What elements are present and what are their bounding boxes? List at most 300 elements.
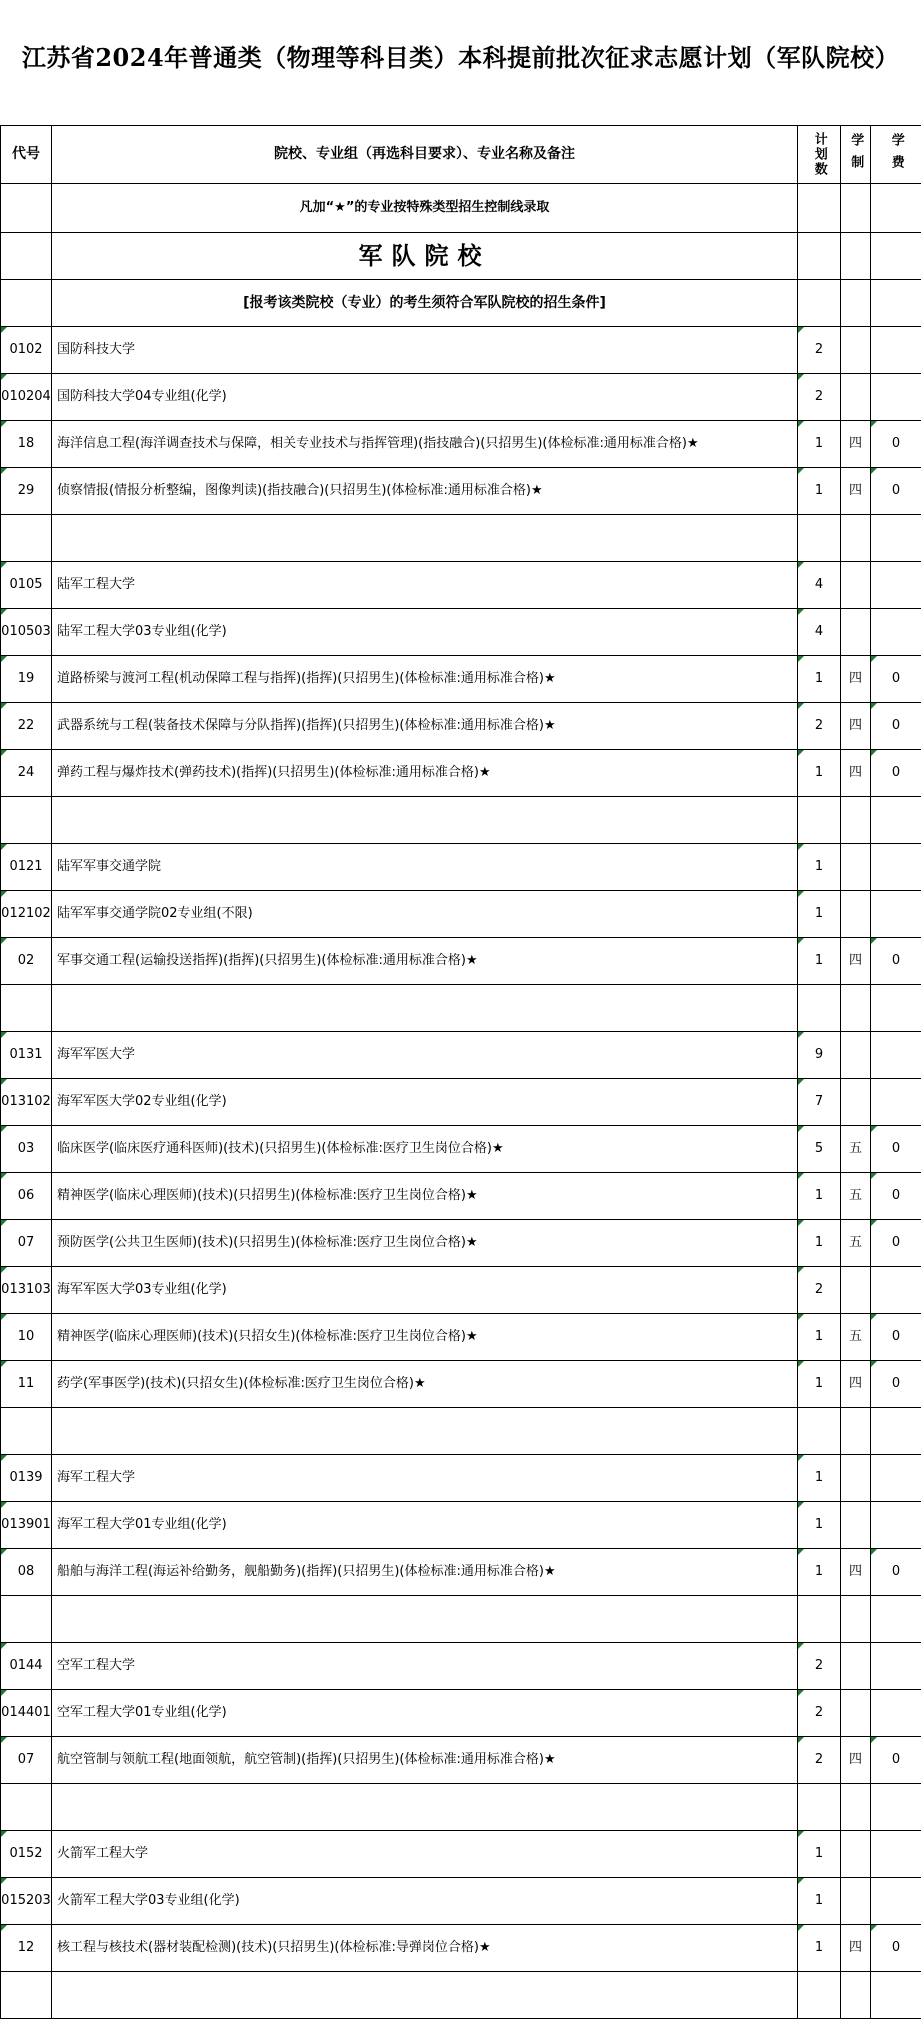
number-as-text-flag-icon <box>798 844 804 850</box>
number-as-text-flag-icon <box>1 1173 7 1179</box>
section-title: 军队院校 <box>52 233 798 280</box>
number-as-text-flag-icon <box>798 1314 804 1320</box>
tuition-cell: 0 <box>871 1925 921 1972</box>
code-cell: 0121 <box>1 844 52 891</box>
plan-count-cell: 2 <box>798 374 841 421</box>
number-as-text-flag-icon <box>798 1032 804 1038</box>
table-row <box>1 985 921 1032</box>
empty-plan-cell <box>798 280 841 327</box>
header-plan <box>798 126 841 184</box>
major-cell: 武器系统与工程(装备技术保障与分队指挥)(指挥)(只招男生)(体检标准:通用标准合格)★ <box>52 703 798 750</box>
study-years-cell: 四 <box>841 703 871 750</box>
plan-count-cell <box>798 1972 841 2019</box>
code-cell: 07 <box>1 1737 52 1784</box>
header-major: 院校、专业组（再选科目要求）、专业名称及备注 <box>52 126 798 184</box>
number-as-text-flag-icon <box>798 374 804 380</box>
tuition-cell <box>871 1455 921 1502</box>
plan-count-cell: 4 <box>798 562 841 609</box>
number-as-text-flag-icon <box>798 938 804 944</box>
number-as-text-flag-icon <box>798 1361 804 1367</box>
tuition-cell <box>871 844 921 891</box>
code-cell: 0139 <box>1 1455 52 1502</box>
major-cell <box>52 797 798 844</box>
tuition-cell <box>871 1596 921 1643</box>
number-as-text-flag-icon <box>1 750 7 756</box>
major-cell: 陆军军事交通学院02专业组(不限) <box>52 891 798 938</box>
number-as-text-flag-icon <box>798 1502 804 1508</box>
tuition-cell <box>871 1784 921 1831</box>
plan-count-cell: 1 <box>798 1455 841 1502</box>
table-row <box>1 1596 921 1643</box>
tuition-cell <box>871 1690 921 1737</box>
plan-count-cell: 1 <box>798 1173 841 1220</box>
number-as-text-flag-icon <box>798 703 804 709</box>
tuition-cell: 0 <box>871 1126 921 1173</box>
major-cell: 国防科技大学 <box>52 327 798 374</box>
table-row <box>1 1831 921 1878</box>
number-as-text-flag-icon <box>871 1220 877 1226</box>
number-as-text-flag-icon <box>1 421 7 427</box>
plan-count-cell: 5 <box>798 1126 841 1173</box>
number-as-text-flag-icon <box>798 1831 804 1837</box>
tuition-cell: 0 <box>871 1173 921 1220</box>
major-cell <box>52 1408 798 1455</box>
study-years-cell <box>841 1831 871 1878</box>
study-years-cell: 四 <box>841 1549 871 1596</box>
number-as-text-flag-icon <box>798 1455 804 1461</box>
study-years-cell <box>841 1267 871 1314</box>
code-cell: 03 <box>1 1126 52 1173</box>
study-years-cell <box>841 797 871 844</box>
plan-count-cell: 1 <box>798 1314 841 1361</box>
table-row <box>1 1502 921 1549</box>
number-as-text-flag-icon <box>798 609 804 615</box>
plan-count-cell: 2 <box>798 1267 841 1314</box>
tuition-cell: 0 <box>871 468 921 515</box>
number-as-text-flag-icon <box>1 1220 7 1226</box>
major-cell: 军事交通工程(运输投送指挥)(指挥)(只招男生)(体检标准:通用标准合格)★ <box>52 938 798 985</box>
code-cell: 19 <box>1 656 52 703</box>
table-row <box>1 1126 921 1173</box>
code-cell: 11 <box>1 1361 52 1408</box>
study-years-cell <box>841 1408 871 1455</box>
plan-count-cell: 4 <box>798 609 841 656</box>
condition-note-text: [报考该类院校（专业）的考生须符合军队院校的招生条件] <box>52 280 798 327</box>
major-cell <box>52 515 798 562</box>
code-cell <box>1 1408 52 1455</box>
number-as-text-flag-icon <box>798 468 804 474</box>
code-cell <box>1 1972 52 2019</box>
plan-count-cell: 1 <box>798 468 841 515</box>
study-years-cell <box>841 327 871 374</box>
major-cell: 海军军医大学02专业组(化学) <box>52 1079 798 1126</box>
number-as-text-flag-icon <box>798 1643 804 1649</box>
tuition-cell <box>871 609 921 656</box>
number-as-text-flag-icon <box>1 1549 7 1555</box>
major-cell: 海军工程大学01专业组(化学) <box>52 1502 798 1549</box>
tuition-cell: 0 <box>871 1220 921 1267</box>
table-row <box>1 515 921 562</box>
tuition-cell: 0 <box>871 1314 921 1361</box>
number-as-text-flag-icon <box>1 609 7 615</box>
table-row <box>1 609 921 656</box>
number-as-text-flag-icon <box>1 562 7 568</box>
study-years-cell: 四 <box>841 421 871 468</box>
plan-count-cell <box>798 985 841 1032</box>
number-as-text-flag-icon <box>798 750 804 756</box>
number-as-text-flag-icon <box>1 1267 7 1273</box>
study-years-cell <box>841 1878 871 1925</box>
plan-count-cell: 1 <box>798 1831 841 1878</box>
table-row <box>1 1314 921 1361</box>
empty-plan-cell <box>798 184 841 233</box>
star-note-text: 凡加“★”的专业按特殊类型招生控制线录取 <box>52 184 798 233</box>
study-years-cell <box>841 515 871 562</box>
tuition-cell <box>871 562 921 609</box>
plan-count-cell: 1 <box>798 1220 841 1267</box>
plan-count-cell <box>798 515 841 562</box>
empty-code-cell <box>1 280 52 327</box>
number-as-text-flag-icon <box>798 1173 804 1179</box>
table-row <box>1 1549 921 1596</box>
plan-count-cell: 9 <box>798 1032 841 1079</box>
number-as-text-flag-icon <box>871 1925 877 1931</box>
number-as-text-flag-icon <box>871 750 877 756</box>
major-cell: 空军工程大学01专业组(化学) <box>52 1690 798 1737</box>
study-years-cell: 五 <box>841 1173 871 1220</box>
number-as-text-flag-icon <box>871 656 877 662</box>
code-cell: 0102 <box>1 327 52 374</box>
code-cell: 010204 <box>1 374 52 421</box>
major-cell: 精神医学(临床心理医师)(技术)(只招女生)(体检标准:医疗卫生岗位合格)★ <box>52 1314 798 1361</box>
number-as-text-flag-icon <box>1 1502 7 1508</box>
study-years-cell <box>841 374 871 421</box>
major-cell <box>52 1784 798 1831</box>
tuition-cell: 0 <box>871 703 921 750</box>
major-cell: 空军工程大学 <box>52 1643 798 1690</box>
code-cell: 014401 <box>1 1690 52 1737</box>
plan-count-cell <box>798 1408 841 1455</box>
major-cell: 火箭军工程大学03专业组(化学) <box>52 1878 798 1925</box>
tuition-cell <box>871 1032 921 1079</box>
condition-note-row <box>1 280 921 327</box>
table-row <box>1 1267 921 1314</box>
number-as-text-flag-icon <box>1 1925 7 1931</box>
code-cell: 24 <box>1 750 52 797</box>
plan-count-cell: 2 <box>798 1690 841 1737</box>
major-cell: 航空管制与领航工程(地面领航，航空管制)(指挥)(只招男生)(体检标准:通用标准合格)★ <box>52 1737 798 1784</box>
major-cell: 陆军工程大学03专业组(化学) <box>52 609 798 656</box>
plan-count-cell: 1 <box>798 1361 841 1408</box>
number-as-text-flag-icon <box>798 1690 804 1696</box>
code-cell <box>1 1784 52 1831</box>
major-cell: 海军工程大学 <box>52 1455 798 1502</box>
number-as-text-flag-icon <box>1 703 7 709</box>
number-as-text-flag-icon <box>871 421 877 427</box>
number-as-text-flag-icon <box>1 1455 7 1461</box>
code-cell: 18 <box>1 421 52 468</box>
number-as-text-flag-icon <box>798 421 804 427</box>
number-as-text-flag-icon <box>798 1220 804 1226</box>
number-as-text-flag-icon <box>1 656 7 662</box>
plan-count-cell: 1 <box>798 1502 841 1549</box>
code-cell: 013103 <box>1 1267 52 1314</box>
code-cell <box>1 985 52 1032</box>
number-as-text-flag-icon <box>798 1549 804 1555</box>
number-as-text-flag-icon <box>798 1267 804 1273</box>
tuition-cell <box>871 1408 921 1455</box>
tuition-cell <box>871 1878 921 1925</box>
tuition-cell <box>871 797 921 844</box>
plan-count-cell: 7 <box>798 1079 841 1126</box>
tuition-cell: 0 <box>871 1361 921 1408</box>
plan-count-cell: 1 <box>798 1549 841 1596</box>
number-as-text-flag-icon <box>871 938 877 944</box>
table-row <box>1 1455 921 1502</box>
study-years-cell <box>841 985 871 1032</box>
code-cell: 22 <box>1 703 52 750</box>
major-cell: 陆军军事交通学院 <box>52 844 798 891</box>
plan-count-cell: 2 <box>798 703 841 750</box>
table-row <box>1 656 921 703</box>
code-cell: 015203 <box>1 1878 52 1925</box>
tuition-cell: 0 <box>871 1549 921 1596</box>
major-cell: 药学(军事医学)(技术)(只招女生)(体检标准:医疗卫生岗位合格)★ <box>52 1361 798 1408</box>
table-row <box>1 1079 921 1126</box>
tuition-cell <box>871 1267 921 1314</box>
table-row <box>1 1690 921 1737</box>
header-code: 代号 <box>1 126 52 184</box>
major-cell: 临床医学(临床医疗通科医师)(技术)(只招男生)(体检标准:医疗卫生岗位合格)★ <box>52 1126 798 1173</box>
table-row <box>1 844 921 891</box>
study-years-cell <box>841 1972 871 2019</box>
number-as-text-flag-icon <box>798 562 804 568</box>
code-cell: 08 <box>1 1549 52 1596</box>
major-cell: 海军军医大学 <box>52 1032 798 1079</box>
study-years-cell <box>841 1502 871 1549</box>
major-cell <box>52 985 798 1032</box>
number-as-text-flag-icon <box>1 1079 7 1085</box>
tuition-cell: 0 <box>871 938 921 985</box>
code-cell: 010503 <box>1 609 52 656</box>
study-years-cell <box>841 1690 871 1737</box>
table-row <box>1 1878 921 1925</box>
number-as-text-flag-icon <box>871 703 877 709</box>
study-years-cell: 五 <box>841 1314 871 1361</box>
study-years-cell: 四 <box>841 1925 871 1972</box>
number-as-text-flag-icon <box>798 1126 804 1132</box>
study-years-cell <box>841 891 871 938</box>
number-as-text-flag-icon <box>798 891 804 897</box>
empty-years-cell <box>841 184 871 233</box>
study-years-cell <box>841 1643 871 1690</box>
number-as-text-flag-icon <box>1 1126 7 1132</box>
table-row <box>1 797 921 844</box>
code-cell: 0144 <box>1 1643 52 1690</box>
number-as-text-flag-icon <box>1 938 7 944</box>
major-cell: 火箭军工程大学 <box>52 1831 798 1878</box>
plan-count-cell: 1 <box>798 844 841 891</box>
empty-years-cell <box>841 280 871 327</box>
plan-count-cell: 1 <box>798 750 841 797</box>
study-years-cell <box>841 609 871 656</box>
plan-count-cell <box>798 1596 841 1643</box>
tuition-cell <box>871 985 921 1032</box>
study-years-cell: 四 <box>841 938 871 985</box>
number-as-text-flag-icon <box>798 327 804 333</box>
table-row <box>1 1972 921 2019</box>
code-cell: 013102 <box>1 1079 52 1126</box>
major-cell <box>52 1972 798 2019</box>
empty-code-cell <box>1 184 52 233</box>
number-as-text-flag-icon <box>1 1643 7 1649</box>
major-cell <box>52 1596 798 1643</box>
number-as-text-flag-icon <box>1 374 7 380</box>
table-row <box>1 1220 921 1267</box>
tuition-cell <box>871 1502 921 1549</box>
major-cell: 精神医学(临床心理医师)(技术)(只招男生)(体检标准:医疗卫生岗位合格)★ <box>52 1173 798 1220</box>
plan-count-cell: 1 <box>798 656 841 703</box>
number-as-text-flag-icon <box>871 468 877 474</box>
study-years-cell: 五 <box>841 1126 871 1173</box>
major-cell: 侦察情报(情报分析整编，图像判读)(指技融合)(只招男生)(体检标准:通用标准合格)★ <box>52 468 798 515</box>
plan-count-cell: 1 <box>798 1925 841 1972</box>
study-years-cell <box>841 1079 871 1126</box>
tuition-cell <box>871 1643 921 1690</box>
table-row <box>1 562 921 609</box>
major-cell: 国防科技大学04专业组(化学) <box>52 374 798 421</box>
number-as-text-flag-icon <box>798 1737 804 1743</box>
number-as-text-flag-icon <box>1 468 7 474</box>
page-title: 江苏省2024年普通类（物理等科目类）本科提前批次征求志愿计划（军队院校） <box>0 38 921 73</box>
tuition-cell <box>871 1972 921 2019</box>
empty-fee-cell <box>871 280 921 327</box>
star-note-row <box>1 184 921 233</box>
number-as-text-flag-icon <box>798 1925 804 1931</box>
major-cell: 弹药工程与爆炸技术(弹药技术)(指挥)(只招男生)(体检标准:通用标准合格)★ <box>52 750 798 797</box>
number-as-text-flag-icon <box>1 1878 7 1884</box>
plan-count-cell: 1 <box>798 938 841 985</box>
code-cell <box>1 797 52 844</box>
study-years-cell <box>841 562 871 609</box>
number-as-text-flag-icon <box>1 327 7 333</box>
section-title-row <box>1 233 921 280</box>
table-rows <box>1 126 921 2019</box>
plan-table <box>0 125 921 2019</box>
table-row <box>1 938 921 985</box>
table-header-row <box>1 126 921 184</box>
code-cell: 10 <box>1 1314 52 1361</box>
number-as-text-flag-icon <box>1 1690 7 1696</box>
tuition-cell: 0 <box>871 421 921 468</box>
tuition-cell <box>871 515 921 562</box>
major-cell: 预防医学(公共卫生医师)(技术)(只招男生)(体检标准:医疗卫生岗位合格)★ <box>52 1220 798 1267</box>
number-as-text-flag-icon <box>871 1173 877 1179</box>
code-cell: 0105 <box>1 562 52 609</box>
tuition-cell: 0 <box>871 656 921 703</box>
number-as-text-flag-icon <box>1 1831 7 1837</box>
header-plan-label: 计划数 <box>811 132 827 177</box>
number-as-text-flag-icon <box>871 1737 877 1743</box>
empty-plan-cell <box>798 233 841 280</box>
major-cell: 海军军医大学03专业组(化学) <box>52 1267 798 1314</box>
code-cell <box>1 515 52 562</box>
table-row <box>1 750 921 797</box>
table-row <box>1 703 921 750</box>
number-as-text-flag-icon <box>798 1878 804 1884</box>
study-years-cell <box>841 844 871 891</box>
table-row <box>1 1925 921 1972</box>
number-as-text-flag-icon <box>1 1737 7 1743</box>
number-as-text-flag-icon <box>1 1361 7 1367</box>
plan-count-cell: 2 <box>798 327 841 374</box>
number-as-text-flag-icon <box>798 656 804 662</box>
plan-count-cell: 2 <box>798 1737 841 1784</box>
study-years-cell: 四 <box>841 750 871 797</box>
table-row <box>1 1784 921 1831</box>
study-years-cell: 四 <box>841 468 871 515</box>
plan-count-cell <box>798 797 841 844</box>
table-row <box>1 1408 921 1455</box>
number-as-text-flag-icon <box>871 1361 877 1367</box>
plan-count-cell: 1 <box>798 421 841 468</box>
number-as-text-flag-icon <box>1 1032 7 1038</box>
study-years-cell <box>841 1032 871 1079</box>
table-row <box>1 421 921 468</box>
number-as-text-flag-icon <box>1 844 7 850</box>
tuition-cell <box>871 374 921 421</box>
empty-fee-cell <box>871 233 921 280</box>
study-years-cell: 五 <box>841 1220 871 1267</box>
study-years-cell: 四 <box>841 656 871 703</box>
number-as-text-flag-icon <box>1 891 7 897</box>
number-as-text-flag-icon <box>798 1079 804 1085</box>
header-years-label: 学制 <box>848 133 864 177</box>
table-row <box>1 327 921 374</box>
study-years-cell: 四 <box>841 1361 871 1408</box>
table-row <box>1 1173 921 1220</box>
major-cell: 道路桥梁与渡河工程(机动保障工程与指挥)(指挥)(只招男生)(体检标准:通用标准合格)★ <box>52 656 798 703</box>
code-cell: 06 <box>1 1173 52 1220</box>
study-years-cell <box>841 1455 871 1502</box>
table-row <box>1 891 921 938</box>
major-cell: 核工程与核技术(器材装配检测)(技术)(只招男生)(体检标准:导弹岗位合格)★ <box>52 1925 798 1972</box>
table-row <box>1 1361 921 1408</box>
number-as-text-flag-icon <box>871 1549 877 1555</box>
code-cell: 0131 <box>1 1032 52 1079</box>
plan-count-cell: 1 <box>798 891 841 938</box>
major-cell: 陆军工程大学 <box>52 562 798 609</box>
header-fee <box>871 126 921 184</box>
plan-count-cell: 2 <box>798 1643 841 1690</box>
number-as-text-flag-icon <box>1 1314 7 1320</box>
code-cell: 12 <box>1 1925 52 1972</box>
study-years-cell <box>841 1596 871 1643</box>
tuition-cell <box>871 891 921 938</box>
number-as-text-flag-icon <box>871 1126 877 1132</box>
tuition-cell <box>871 1831 921 1878</box>
empty-years-cell <box>841 233 871 280</box>
table-row <box>1 1032 921 1079</box>
tuition-cell <box>871 1079 921 1126</box>
header-fee-label: 学费 <box>888 133 904 177</box>
code-cell: 0152 <box>1 1831 52 1878</box>
code-cell: 07 <box>1 1220 52 1267</box>
tuition-cell: 0 <box>871 750 921 797</box>
tuition-cell <box>871 327 921 374</box>
code-cell <box>1 1596 52 1643</box>
code-cell: 013901 <box>1 1502 52 1549</box>
